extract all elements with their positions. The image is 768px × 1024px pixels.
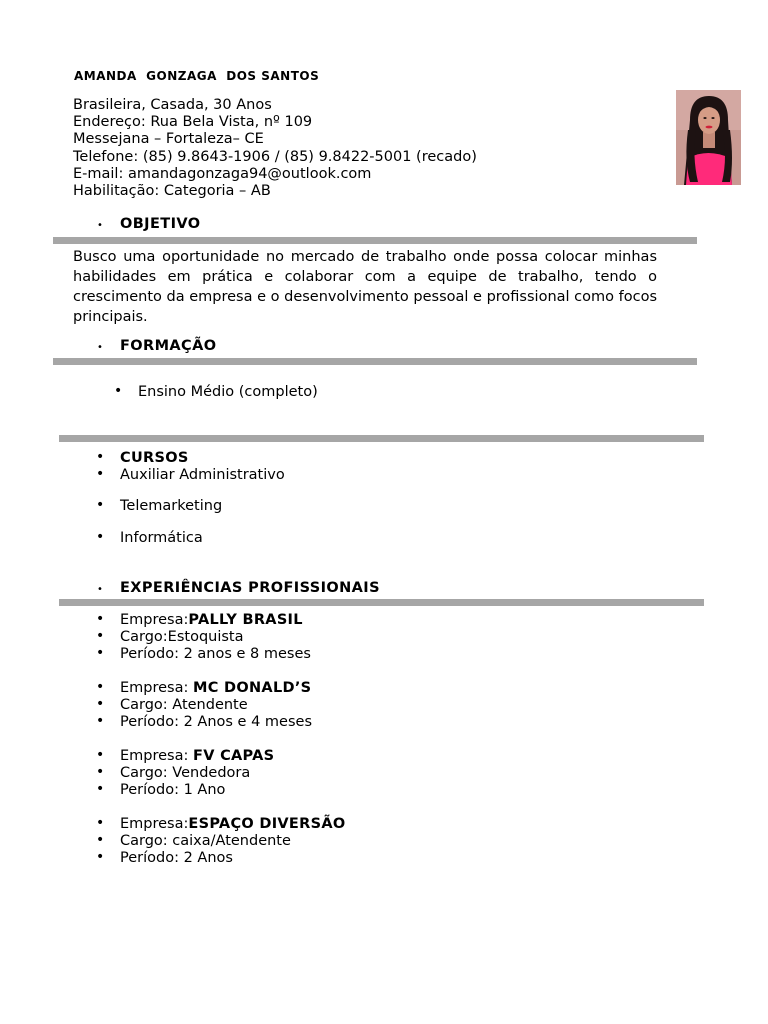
- list-item: [114, 383, 318, 400]
- job-role: [96, 764, 251, 781]
- curso-item: Telemarketing: [120, 498, 223, 514]
- job-period: [96, 849, 233, 866]
- job-company: [96, 815, 346, 832]
- list-bullet: •: [96, 466, 105, 482]
- job-period: [96, 645, 311, 662]
- company-label: Empresa:: [120, 680, 193, 696]
- list-bullet: •: [96, 449, 105, 465]
- company-label: Empresa:: [120, 748, 193, 764]
- section-divider: [53, 237, 697, 244]
- list-bullet: •: [96, 529, 105, 545]
- list-bullet: •: [96, 611, 105, 627]
- period-text: Período: 1 Ano: [120, 782, 226, 798]
- job-company: [96, 747, 275, 764]
- list-bullet: •: [96, 679, 105, 695]
- role-text: Cargo: Vendedora: [120, 765, 251, 781]
- list-item: [96, 529, 203, 546]
- section-divider: [53, 358, 697, 365]
- company-label: Empresa:: [120, 612, 189, 628]
- curso-item: Informática: [120, 530, 203, 546]
- job-company: [96, 679, 312, 696]
- list-bullet: •: [96, 764, 105, 780]
- list-bullet: •: [96, 628, 105, 644]
- heading-bullet: •: [97, 584, 104, 595]
- profile-photo-image: [676, 90, 741, 185]
- formacao-item: Ensino Médio (completo): [138, 384, 318, 400]
- role-text: Cargo: caixa/Atendente: [120, 833, 291, 849]
- list-bullet: •: [96, 832, 105, 848]
- heading-bullet: •: [97, 220, 104, 231]
- period-text: Período: 2 anos e 8 meses: [120, 646, 311, 662]
- heading-bullet: •: [97, 342, 104, 353]
- job-role: [96, 832, 291, 849]
- company-name: MC DONALD’S: [193, 680, 312, 696]
- company-label: Empresa:: [120, 816, 189, 832]
- period-text: Período: 2 Anos e 4 meses: [120, 714, 312, 730]
- company-name: ESPAÇO DIVERSÃO: [188, 816, 346, 832]
- neighborhood-line: Messejana – Fortaleza– CE: [73, 131, 264, 148]
- address-line: Endereço: Rua Bela Vista, nº 109: [73, 114, 313, 131]
- license-line: Habilitação: Categoria – AB: [73, 183, 271, 200]
- section-divider: [59, 435, 704, 442]
- job-role: [96, 696, 248, 713]
- list-bullet: •: [96, 497, 105, 513]
- section-title-cursos: [96, 449, 189, 466]
- list-item: [96, 497, 223, 514]
- list-bullet: •: [96, 781, 105, 797]
- job-period: [96, 713, 312, 730]
- candidate-name: AMANDA GONZAGA DOS SANTOS: [74, 69, 320, 83]
- period-text: Período: 2 Anos: [120, 850, 233, 866]
- list-bullet: •: [114, 383, 123, 399]
- job-period: [96, 781, 226, 798]
- list-bullet: •: [96, 645, 105, 661]
- objective-text: Busco uma oportunidade no mercado de trabalho onde possa colocar minhas habilidades em prática e colaborar com a equipe de trabalho, tendo o crescimento da empresa e o desenvolvimento pessoal e profissional como focos principais.: [73, 249, 657, 325]
- section-title-objetivo: [97, 216, 201, 232]
- list-bullet: •: [96, 815, 105, 831]
- profile-photo: [676, 90, 741, 185]
- formacao-title: FORMAÇÃO: [120, 338, 217, 354]
- personal-details: [73, 97, 477, 200]
- section-title-formacao: [97, 338, 217, 354]
- list-bullet: •: [96, 696, 105, 712]
- job-role: [96, 628, 244, 645]
- objetivo-title: OBJETIVO: [120, 216, 201, 232]
- experiencias-title: EXPERIÊNCIAS PROFISSIONAIS: [120, 580, 380, 596]
- email-line: E-mail: amandagonzaga94@outlook.com: [73, 165, 372, 182]
- phone-line: Telefone: (85) 9.8643-1906 / (85) 9.8422-5001 (recado): [73, 148, 477, 165]
- role-text: Cargo:Estoquista: [120, 629, 244, 645]
- section-title-experiencias: [97, 580, 380, 596]
- job-company: [96, 611, 303, 628]
- list-bullet: •: [96, 849, 105, 865]
- list-bullet: •: [96, 713, 105, 729]
- section-divider: [59, 599, 704, 606]
- curso-item: Auxiliar Administrativo: [120, 467, 285, 483]
- role-text: Cargo: Atendente: [120, 697, 248, 713]
- list-bullet: •: [96, 747, 105, 763]
- nationality-line: Brasileira, Casada, 30 Anos: [73, 97, 272, 113]
- cursos-title: CURSOS: [120, 450, 189, 466]
- list-item: [96, 466, 285, 483]
- company-name: PALLY BRASIL: [188, 612, 303, 628]
- company-name: FV CAPAS: [193, 748, 275, 764]
